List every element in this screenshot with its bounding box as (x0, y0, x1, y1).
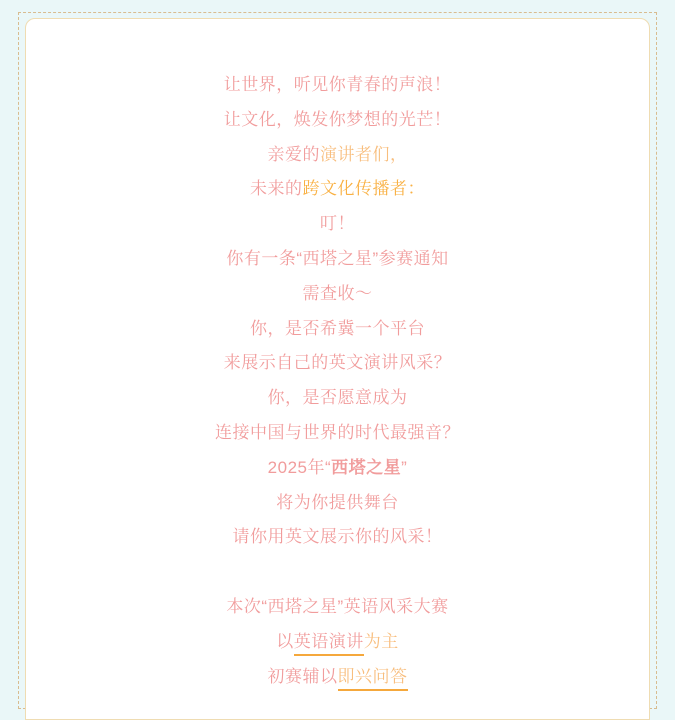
text-segment: 你，是否愿意成为 (267, 388, 408, 408)
text-line (26, 346, 649, 381)
text-lines (26, 68, 649, 694)
text-segment: 亲爱的 (267, 144, 320, 164)
text-segment: 让世界，听见你青春的声浪！ (223, 75, 452, 94)
text-segment: ” (401, 457, 408, 477)
text-segment: 英语演讲 (294, 632, 364, 656)
text-line (26, 660, 649, 695)
text-line (26, 416, 649, 451)
text-line (26, 381, 649, 416)
text-segment: 你有一条“西塔之星”参赛通知 (226, 248, 449, 268)
text-segment: 以 (276, 631, 294, 651)
text-segment: 为主 (363, 631, 399, 651)
text-line (26, 103, 649, 138)
text-segment: 你，是否希冀一个平台 (250, 318, 425, 338)
text-line (26, 172, 649, 207)
text-line (26, 451, 649, 486)
text-line (26, 242, 649, 277)
text-segment: 连接中国与世界的时代最强音？ (215, 422, 460, 442)
text-segment: 未来的 (250, 179, 303, 199)
text-segment: 将为你提供舞台 (276, 492, 399, 512)
text-segment: 跨文化传播者： (302, 179, 425, 199)
text-segment: 叮！ (320, 214, 355, 234)
text-line (26, 68, 649, 103)
text-line (26, 312, 649, 347)
text-line (26, 520, 649, 555)
text-line (26, 277, 649, 312)
text-segment: 请你用英文展示你的风采！ (232, 527, 443, 547)
text-line (26, 590, 649, 625)
text-segment: 需查收～ (302, 283, 373, 303)
text-segment: 来展示自己的英文演讲风采？ (223, 353, 452, 373)
text-segment: 即兴问答 (338, 667, 408, 691)
text-segment: 本次“西塔之星”英语风采大赛 (226, 596, 449, 616)
text-line (26, 625, 649, 660)
text-segment: 演讲者们， (320, 144, 408, 164)
article-body (26, 19, 649, 694)
text-line (26, 486, 649, 521)
spacer-line (26, 555, 649, 590)
article-card (25, 18, 650, 720)
text-segment: 西塔之星 (331, 457, 402, 477)
text-segment: 2025年“ (267, 457, 332, 477)
text-line (26, 138, 649, 173)
text-segment: 让文化，焕发你梦想的光芒！ (223, 109, 452, 129)
dashed-border-frame (18, 12, 657, 709)
text-segment: 初赛辅以 (267, 666, 338, 686)
text-line (26, 207, 649, 242)
